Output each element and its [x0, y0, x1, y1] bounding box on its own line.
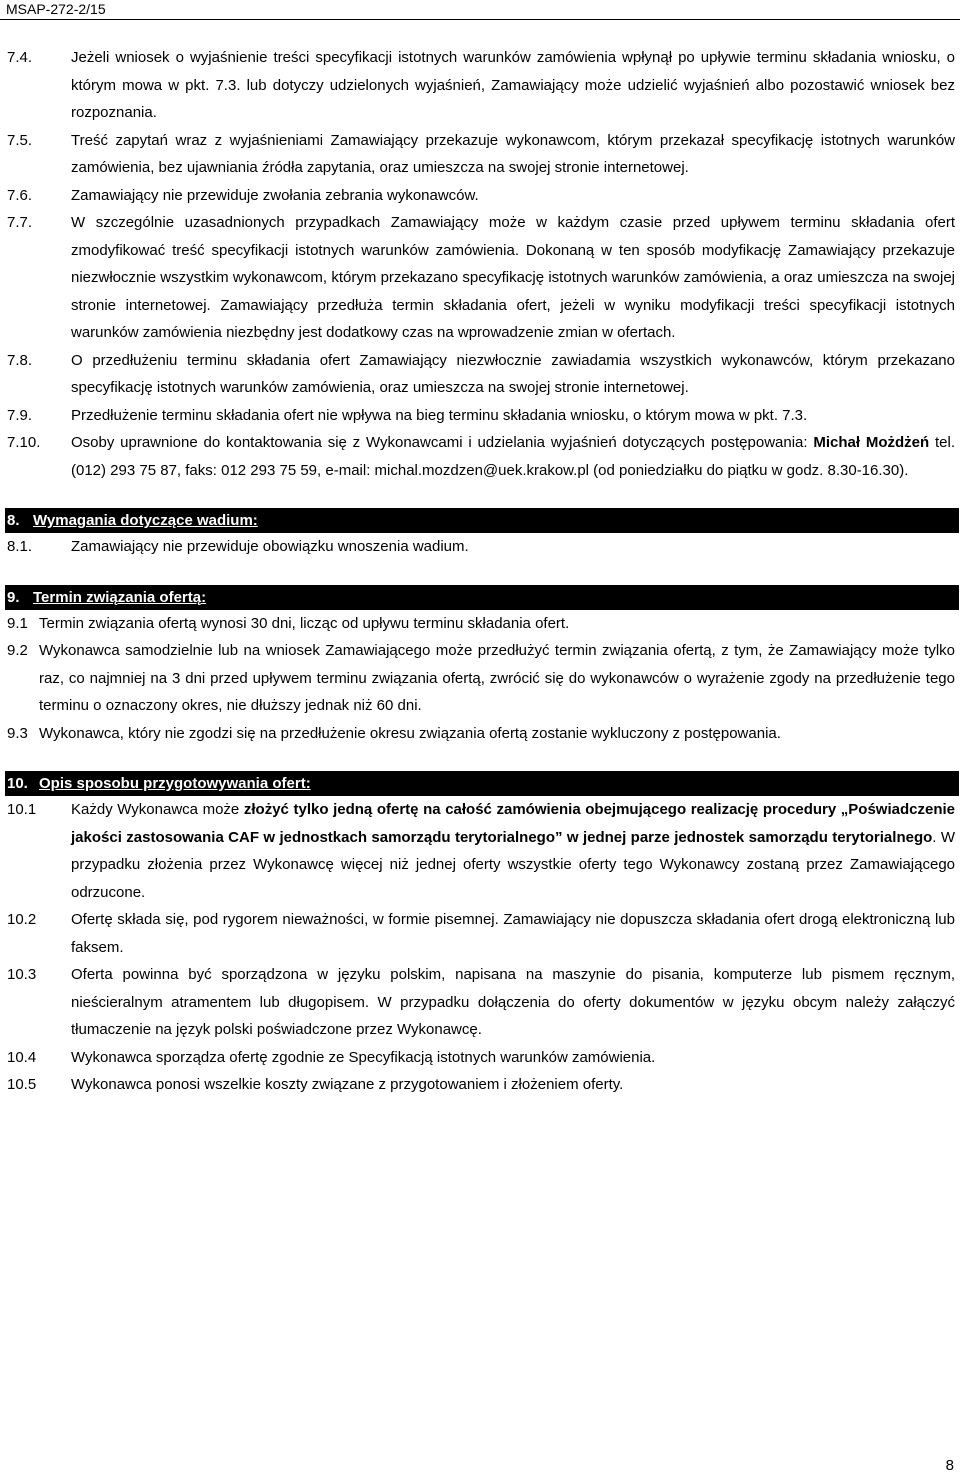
document-reference: MSAP-272-2/15 — [6, 1, 106, 17]
clause-text: W szczególnie uzasadnionych przypadkach Zamawiający może w każdym czasie przed upływem terminu składania ofert zmodyfikować treść specyfikacji istotnych warunków zamówienia. Dokonaną w ten sposób modyfikację Zamawiający przekazuje niezwłocznie wszystkim wykonawcom, którym przekazano specyfikację istotnych warunków zamówienia, a oraz umieszcza na swojej stronie internetowej. Zamawiający przedłuża termin składania ofert, jeżeli w wyniku modyfikacji treści specyfikacji istotnych warunków zamówienia niezbędny jest dodatkowy czas na wprowadzenie zmian w ofertach. — [71, 214, 955, 341]
clause-7-10 — [7, 429, 955, 484]
clause-text: Zamawiający nie przewiduje obowiązku wnoszenia wadium. — [71, 538, 469, 555]
section-heading-8 — [5, 508, 959, 533]
section-number: 9. — [7, 588, 20, 606]
clause-number: 10.3 — [7, 966, 37, 983]
contact-details: tel. (012) 293 75 87, faks: 012 293 75 59, e-mail: michal.mozdzen@uek.krakow.pl (od poniedziałku do piątku w godz. 8.30-16.30). — [71, 434, 955, 479]
clause-text-rest: . W przypadku złożenia przez Wykonawcę więcej niż jednej oferty wszystkie oferty tego Wykonawcy zostaną przez Zamawiającego odrzucone. — [71, 828, 955, 901]
clause-number: 9.3 — [7, 724, 28, 742]
clause-text: Wykonawca ponosi wszelkie koszty związane z przygotowaniem i złożeniem oferty. — [71, 1076, 624, 1093]
section-number: 8. — [7, 512, 20, 529]
clause-9-3 — [7, 720, 955, 748]
clause-10-5 — [7, 1071, 955, 1099]
clause-text: Zamawiający nie przewiduje zwołania zebrania wykonawców. — [71, 186, 479, 204]
clause-text — [71, 796, 955, 906]
clause-number: 9.1 — [7, 614, 28, 632]
clause-7-9 — [7, 402, 955, 430]
clause-text — [71, 429, 955, 484]
clause-7-5 — [7, 127, 955, 182]
clause-number: 8.1. — [7, 538, 33, 555]
document-body — [7, 44, 955, 1099]
clause-10-3 — [7, 961, 955, 1044]
section-heading-9 — [5, 585, 959, 610]
clause-text-intro: Każdy Wykonawca może — [71, 801, 244, 818]
page-number: 8 — [945, 1457, 954, 1474]
section-title: Opis sposobu przygotowywania ofert: — [39, 775, 311, 792]
clause-text: Wykonawca sporządza ofertę zgodnie ze Specyfikacją istotnych warunków zamówienia. — [71, 1048, 656, 1066]
clause-number: 10.4 — [7, 1048, 37, 1066]
clause-text: Ofertę składa się, pod rygorem nieważności, w formie pisemnej. Zamawiający nie dopuszcza składania ofert drogą elektroniczną lub faksem. — [71, 911, 955, 956]
clause-7-4 — [7, 44, 955, 127]
clause-number: 7.6. — [7, 186, 33, 204]
clause-9-2 — [7, 637, 955, 720]
clause-10-4 — [7, 1044, 955, 1072]
clause-10-2 — [7, 906, 955, 961]
clause-text: Termin związania ofertą wynosi 30 dni, licząc od upływu terminu składania ofert. — [39, 614, 570, 632]
clause-number: 7.4. — [7, 49, 33, 66]
clause-number: 9.2 — [7, 642, 28, 659]
section-number: 10. — [7, 775, 28, 792]
clause-text: Przedłużenie terminu składania ofert nie wpływa na bieg terminu składania wniosku, o którym mowa w pkt. 7.3. — [71, 406, 808, 424]
clause-number: 10.1 — [7, 801, 37, 818]
clause-number: 7.7. — [7, 214, 33, 231]
clause-number: 7.10. — [7, 434, 41, 451]
clause-number: 7.9. — [7, 406, 33, 424]
contact-person: Michał Możdżeń — [813, 434, 930, 451]
clause-7-6 — [7, 182, 955, 210]
section-title: Wymagania dotyczące wadium: — [33, 512, 258, 529]
clause-text: Wykonawca samodzielnie lub na wniosek Zamawiającego może przedłużyć termin związania ofertą, z tym, że Zamawiający może tylko raz, co najmniej na 3 dni przed upływem terminu związania ofertą, zwrócić się do wykonawców o wyrażenie zgody na przedłużenie tego terminu o oznaczony okres, nie dłuższy jednak niż 60 dni. — [39, 642, 955, 714]
clause-text: O przedłużeniu terminu składania ofert Zamawiający niezwłocznie zawiadamia wszystkich wykonawców, którym przekazano specyfikację istotnych warunków zamówienia, oraz umieszcza na swojej stronie internetowej. — [71, 351, 955, 396]
section-heading-10 — [5, 771, 959, 796]
clause-7-8 — [7, 347, 955, 402]
clause-text: Wykonawca, który nie zgodzi się na przedłużenie okresu związania ofertą zostanie wykluczony z postępowania. — [39, 724, 781, 742]
clause-number: 7.5. — [7, 131, 33, 149]
clause-text-emphasis: złożyć tylko jedną ofertę na całość zamówienia obejmującego realizację procedury „Poświadczenie jakości zastosowania CAF w jednostkach samorządu terytorialnego” w jednej parze jednostek samorządu terytorialnego — [71, 801, 955, 846]
clause-text: Oferta powinna być sporządzona w języku polskim, napisana na maszynie do pisania, komputerze lub pismem ręcznym, nieścieralnym atramentem lub długopisem. W przypadku dołączenia do oferty dokumentów w języku obcym należy załączyć tłumaczenie na język polski poświadczone przez Wykonawcę. — [71, 966, 955, 1038]
header-divider — [0, 19, 960, 20]
clause-number: 7.8. — [7, 351, 33, 369]
clause-text: Treść zapytań wraz z wyjaśnieniami Zamawiający przekazuje wykonawcom, którym przekazał specyfikację istotnych warunków zamówienia, bez ujawniania źródła zapytania, oraz umieszcza na swojej stronie internetowej. — [71, 131, 955, 176]
clause-7-7 — [7, 209, 955, 347]
clause-number: 10.2 — [7, 911, 37, 928]
clause-text: Jeżeli wniosek o wyjaśnienie treści specyfikacji istotnych warunków zamówienia wpłynął po upływie terminu składania wniosku, o którym mowa w pkt. 7.3. lub dotyczy udzielonych wyjaśnień, Zamawiający może udzielić wyjaśnień albo pozostawić wniosek bez rozpoznania. — [71, 49, 955, 121]
section-title: Termin związania ofertą: — [33, 588, 207, 606]
clause-8-1 — [7, 533, 955, 561]
contact-intro: Osoby uprawnione do kontaktowania się z Wykonawcami i udzielania wyjaśnień dotyczących postępowania: — [71, 434, 814, 451]
clause-10-1 — [7, 796, 955, 906]
clause-9-1 — [7, 610, 955, 638]
clause-number: 10.5 — [7, 1076, 37, 1093]
